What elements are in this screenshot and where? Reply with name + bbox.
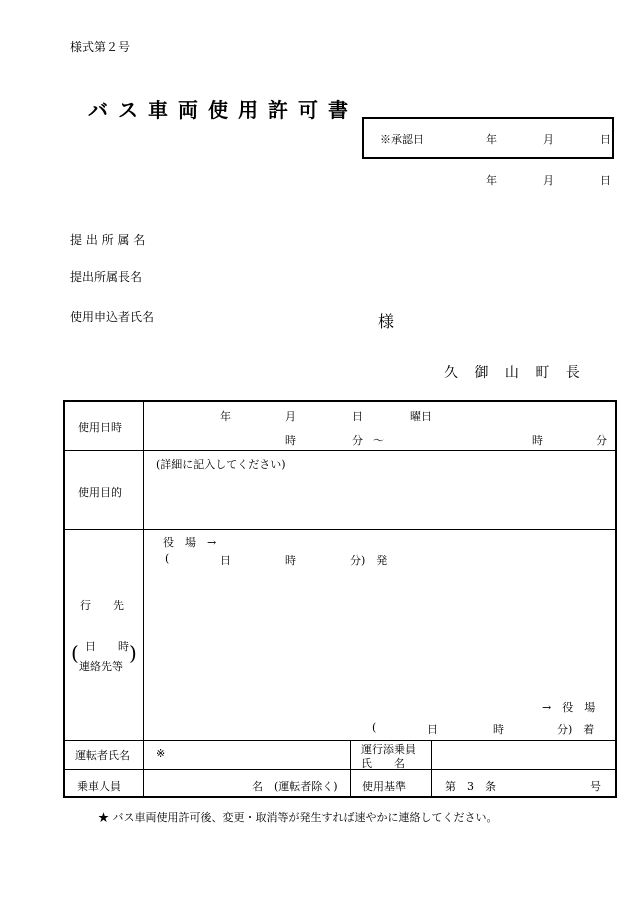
usage-day-label: 日 [352, 410, 363, 423]
article-number: 第 3 条 [445, 780, 496, 793]
arrive-office-text: → 役 場 [542, 701, 596, 714]
department-head-label: 提出所属長名 [70, 270, 143, 284]
end-minute-label: 分 [596, 434, 607, 447]
submitting-department-label: 提 出 所 属 名 [70, 233, 146, 247]
cell-divider [431, 740, 432, 796]
row-divider [65, 450, 615, 451]
row-divider [65, 769, 615, 770]
arrive-minute-text: 分) 着 [557, 723, 595, 736]
form-number: 様式第２号 [70, 40, 131, 54]
usage-standard-label: 使用基準 [362, 780, 406, 793]
document-title: バス車両使用許可書 [88, 98, 358, 122]
passengers-label: 乗車人員 [77, 780, 121, 793]
destination-contact-label: 連絡先等 [79, 660, 123, 673]
start-hour-label: 時 [285, 434, 296, 447]
cell-divider [350, 740, 351, 796]
permit-table [63, 400, 617, 798]
approval-date-label: ※承認日 [380, 133, 424, 146]
depart-office-text: 役 場 → [163, 536, 217, 549]
approval-year-label: 年 [486, 133, 497, 146]
approval-date-box [362, 117, 614, 159]
footnote: ★ バス車両使用許可後、変更・取消等が発生すれば速やかに連絡してください。 [98, 811, 498, 824]
honorific-sama: 様 [378, 312, 395, 331]
label-column-divider [143, 402, 144, 796]
issue-year-label: 年 [486, 174, 497, 187]
driver-note-mark: ※ [156, 747, 166, 760]
depart-day-label: 日 [220, 554, 231, 567]
usage-weekday-label: 曜日 [410, 410, 432, 423]
issue-month-label: 月 [543, 174, 554, 187]
end-hour-label: 時 [532, 434, 543, 447]
destination-datetime-label: 日 時 [85, 640, 129, 653]
row-divider [65, 740, 615, 741]
range-tilde: ～ [373, 434, 384, 447]
passengers-unit: 名 (運転者除く) [252, 780, 338, 793]
close-paren: ) [129, 641, 137, 665]
issue-day-label: 日 [600, 174, 611, 187]
destination-label: 行 先 [80, 599, 124, 612]
open-paren: ( [71, 641, 79, 665]
arrive-hour-label: 時 [493, 723, 504, 736]
attendant-label-line2: 氏 名 [361, 757, 405, 770]
usage-year-label: 年 [220, 410, 231, 423]
usage-datetime-label: 使用日時 [78, 421, 122, 434]
approval-day-label: 日 [600, 133, 611, 146]
purpose-note: (詳細に記入してください) [156, 458, 286, 471]
attendant-label-line1: 運行添乗員 [361, 743, 416, 756]
usage-purpose-label: 使用目的 [78, 486, 122, 499]
arrive-day-label: 日 [427, 723, 438, 736]
issuer-title: 久 御 山 町 長 [444, 365, 586, 381]
row-divider [65, 529, 615, 530]
depart-minute-text: 分) 発 [350, 554, 388, 567]
applicant-name-label: 使用申込者氏名 [70, 310, 155, 324]
driver-name-label: 運転者氏名 [75, 749, 130, 762]
depart-hour-label: 時 [285, 554, 296, 567]
depart-open-paren: ( [165, 552, 170, 565]
start-minute-label: 分 [352, 434, 363, 447]
usage-month-label: 月 [285, 410, 296, 423]
approval-month-label: 月 [543, 133, 554, 146]
number-label: 号 [590, 780, 601, 793]
arrive-open-paren: ( [372, 721, 377, 734]
